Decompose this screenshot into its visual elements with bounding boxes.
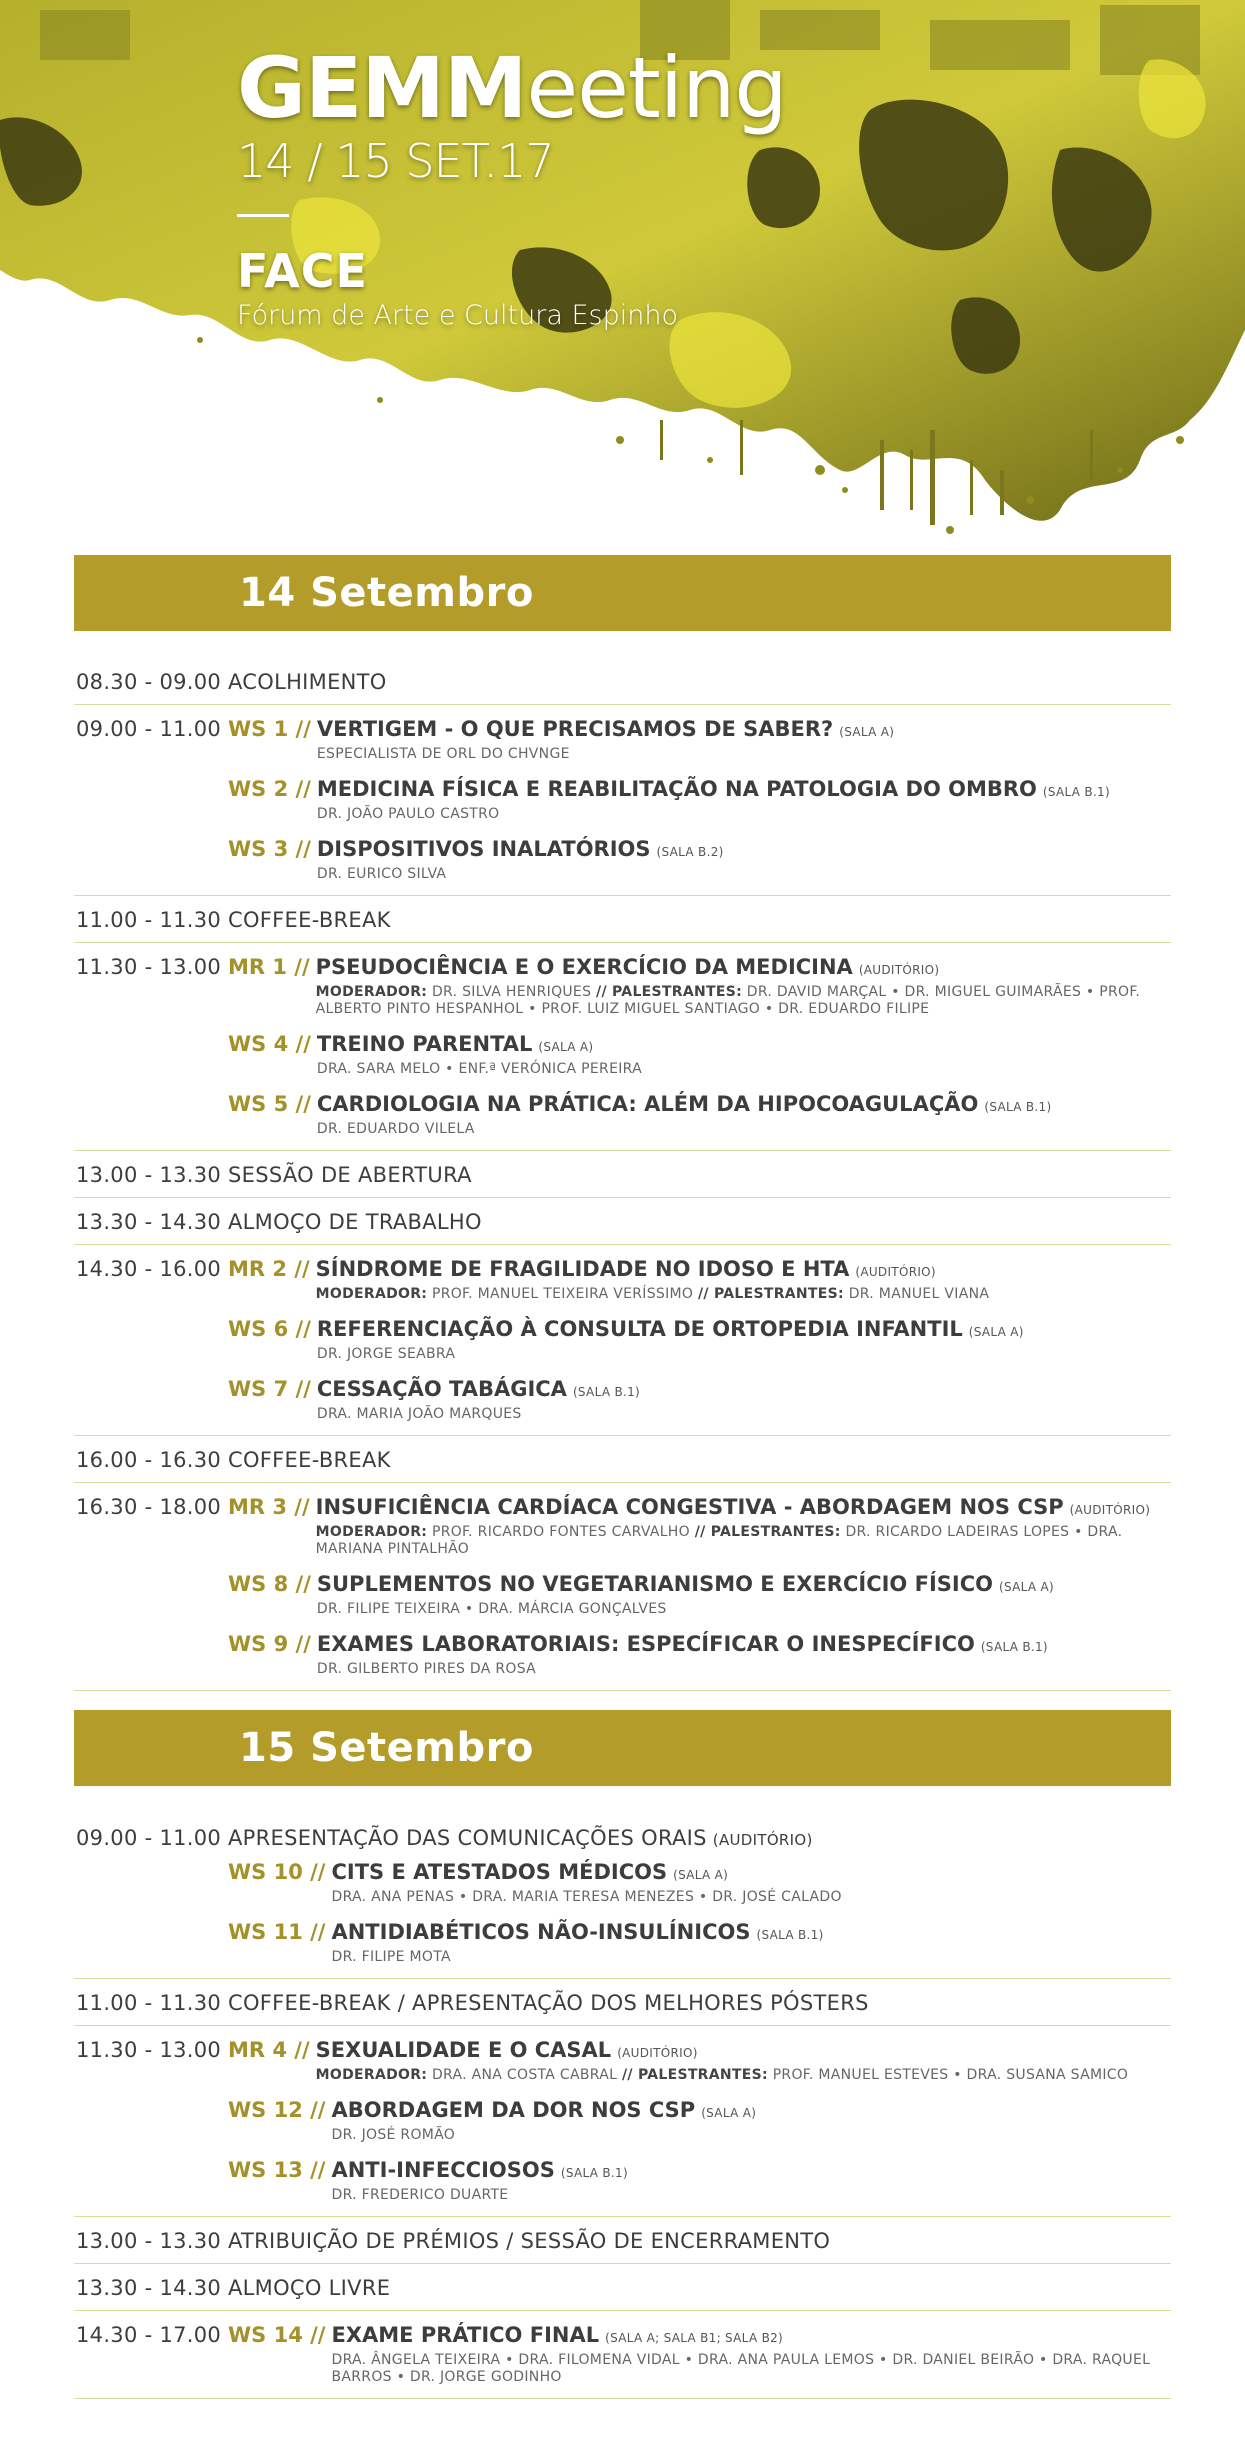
activity-label: COFFEE-BREAK / APRESENTAÇÃO DOS MELHORES PÓSTERS bbox=[228, 1991, 869, 2015]
session-item bbox=[228, 1918, 1171, 1966]
session-body bbox=[331, 2096, 1171, 2144]
session-title bbox=[317, 835, 1171, 866]
speakers-list bbox=[331, 2187, 1171, 2204]
session-code: MR 3 // bbox=[228, 1495, 310, 1519]
session-title-text: MEDICINA FÍSICA E REABILITAÇÃO NA PATOLOGIA DO OMBRO bbox=[316, 777, 1037, 801]
session-body bbox=[317, 1375, 1171, 1423]
activity-label: SESSÃO DE ABERTURA bbox=[228, 1163, 472, 1187]
room-label: (AUDITÓRIO) bbox=[712, 1831, 813, 1849]
session-title bbox=[316, 2036, 1171, 2067]
room-label: (AUDITÓRIO) bbox=[617, 2046, 698, 2060]
session-code: MR 1 // bbox=[228, 955, 310, 979]
session-title-text: DISPOSITIVOS INALATÓRIOS bbox=[316, 837, 651, 861]
speakers-list bbox=[331, 1949, 1171, 1966]
row-content bbox=[228, 2321, 1171, 2390]
time-slot: 11.30 - 13.00 bbox=[76, 2038, 222, 2062]
session-title-text: SÍNDROME DE FRAGILIDADE NO IDOSO E HTA bbox=[315, 1257, 850, 1281]
activity-label: ALMOÇO LIVRE bbox=[228, 2276, 391, 2300]
session-code: MR 2 // bbox=[228, 1257, 310, 1281]
speakers-list bbox=[316, 1286, 1171, 1303]
activity-label: ACOLHIMENTO bbox=[228, 670, 387, 694]
speakers-list bbox=[317, 806, 1171, 823]
session-code: WS 2 // bbox=[228, 777, 311, 801]
room-label: (SALA A) bbox=[701, 2106, 757, 2120]
session-body bbox=[317, 775, 1171, 823]
session-body bbox=[317, 1030, 1171, 1078]
session-body bbox=[317, 1315, 1171, 1363]
session-title bbox=[331, 2156, 1171, 2187]
room-label: (SALA A) bbox=[998, 1580, 1054, 1594]
session-title-text: TREINO PARENTAL bbox=[316, 1032, 533, 1056]
speakers-list bbox=[317, 746, 1171, 763]
session-body bbox=[316, 1255, 1171, 1303]
speaker-names: DR. FREDERICO DUARTE bbox=[331, 2187, 509, 2203]
room-label: (AUDITÓRIO) bbox=[1069, 1503, 1151, 1517]
day-title: 14 Setembro bbox=[239, 570, 534, 616]
session-title-text: VERTIGEM - O QUE PRECISAMOS DE SABER? bbox=[316, 717, 834, 741]
brand-light-part: eeting bbox=[526, 39, 787, 137]
time-slot: 16.00 - 16.30 bbox=[76, 1448, 222, 1472]
session-title bbox=[317, 775, 1171, 806]
session-title-text: ABORDAGEM DA DOR NOS CSP bbox=[331, 2098, 696, 2122]
activity-text: APRESENTAÇÃO DAS COMUNICAÇÕES ORAIS bbox=[228, 1826, 707, 1850]
moderator-label: MODERADOR: bbox=[315, 1524, 428, 1540]
room-label: (AUDITÓRIO) bbox=[855, 1265, 936, 1279]
session-title-text: ANTIDIABÉTICOS NÃO-INSULÍNICOS bbox=[331, 1920, 751, 1944]
venue-name: FACE bbox=[237, 244, 368, 298]
schedule-row bbox=[74, 896, 1171, 943]
day-title: 15 Setembro bbox=[239, 1725, 534, 1771]
row-content bbox=[228, 1255, 1171, 1427]
session-code: WS 9 // bbox=[228, 1632, 311, 1656]
time-slot: 13.30 - 14.30 bbox=[76, 2276, 222, 2300]
row-content bbox=[228, 1208, 1171, 1236]
schedule-row bbox=[74, 1436, 1171, 1483]
room-label: (SALA B.1) bbox=[560, 2166, 628, 2180]
session-body bbox=[316, 1493, 1171, 1558]
session-code: WS 1 // bbox=[228, 717, 311, 741]
session-code: WS 5 // bbox=[228, 1092, 311, 1116]
day-schedule-14 bbox=[74, 658, 1171, 1691]
time-slot: 13.00 - 13.30 bbox=[76, 2229, 222, 2253]
speaker-names: DR. DAVID MARÇAL • DR. MIGUEL GUIMARÃES • PROF. ALBERTO PINTO HESPANHOL • PROF. LUIZ MIGUEL SANTIAGO • DR. EDUARDO FILIPE bbox=[315, 984, 1141, 1017]
row-content bbox=[228, 1824, 1171, 1970]
speaker-names: DR. FILIPE MOTA bbox=[331, 1949, 451, 1965]
session-item bbox=[228, 835, 1171, 883]
moderator-label: MODERADOR: bbox=[315, 1286, 428, 1302]
schedule-row bbox=[74, 1198, 1171, 1245]
activity-label: ALMOÇO DE TRABALHO bbox=[228, 1210, 482, 1234]
time-slot: 13.00 - 13.30 bbox=[76, 1163, 222, 1187]
schedule-row bbox=[74, 943, 1171, 1151]
time-slot: 11.30 - 13.00 bbox=[76, 955, 222, 979]
moderator-name: DRA. ANA COSTA CABRAL bbox=[431, 2067, 618, 2083]
session-item bbox=[228, 1570, 1171, 1618]
panel-label: // PALESTRANTES: bbox=[596, 984, 742, 1000]
speaker-names: DR. JOÃO PAULO CASTRO bbox=[316, 806, 500, 822]
session-title bbox=[317, 1630, 1171, 1661]
session-body bbox=[316, 953, 1171, 1018]
room-label: (SALA A) bbox=[839, 725, 895, 739]
speakers-list bbox=[317, 866, 1171, 883]
activity-label: ATRIBUIÇÃO DE PRÉMIOS / SESSÃO DE ENCERRAMENTO bbox=[228, 2229, 831, 2253]
speaker-names: PROF. MANUEL ESTEVES • DRA. SUSANA SAMICO bbox=[772, 2067, 1129, 2083]
day-schedule-15 bbox=[74, 1814, 1171, 2399]
session-title-text: ANTI-INFECCIOSOS bbox=[331, 2158, 555, 2182]
session-body bbox=[331, 2321, 1171, 2386]
speakers-list bbox=[331, 2127, 1171, 2144]
schedule-row bbox=[74, 2311, 1171, 2399]
room-label: (SALA B.1) bbox=[756, 1928, 824, 1942]
speaker-names: DR. EDUARDO VILELA bbox=[316, 1121, 475, 1137]
speakers-list bbox=[316, 1524, 1171, 1558]
brand-bold-part: GEMM bbox=[237, 39, 527, 137]
session-code: WS 14 // bbox=[228, 2323, 326, 2347]
session-title bbox=[317, 1030, 1171, 1061]
speakers-list bbox=[316, 2067, 1171, 2084]
speakers-list bbox=[331, 1889, 1171, 1906]
time-slot: 16.30 - 18.00 bbox=[76, 1495, 222, 1519]
session-code: MR 4 // bbox=[228, 2038, 310, 2062]
day-header-15 bbox=[74, 1710, 1171, 1786]
session-title bbox=[317, 1090, 1171, 1121]
session-body bbox=[317, 1630, 1171, 1678]
speaker-names: ESPECIALISTA DE ORL DO CHVNGE bbox=[316, 746, 570, 762]
moderator-label: MODERADOR: bbox=[315, 984, 428, 1000]
time-slot: 11.00 - 11.30 bbox=[76, 1991, 222, 2015]
schedule-row bbox=[74, 2217, 1171, 2264]
event-dates: 14 / 15 SET.17 bbox=[237, 134, 554, 188]
session-body bbox=[317, 1090, 1171, 1138]
room-label: (SALA B.1) bbox=[572, 1385, 641, 1399]
speakers-list bbox=[317, 1346, 1171, 1363]
room-label: (SALA B.1) bbox=[1042, 785, 1110, 799]
panel-label: // PALESTRANTES: bbox=[694, 1524, 841, 1540]
session-title-text: CARDIOLOGIA NA PRÁTICA: ALÉM DA HIPOCOAGULAÇÃO bbox=[316, 1092, 979, 1116]
session-item bbox=[228, 1630, 1171, 1678]
activity-label bbox=[228, 1824, 1171, 1854]
room-label: (SALA A) bbox=[968, 1325, 1024, 1339]
row-content bbox=[228, 1446, 1171, 1474]
row-content bbox=[228, 1493, 1171, 1682]
speakers-list bbox=[331, 2352, 1171, 2386]
schedule-row bbox=[74, 705, 1171, 896]
session-item bbox=[228, 2321, 1171, 2386]
session-body bbox=[331, 1918, 1171, 1966]
schedule-row bbox=[74, 1245, 1171, 1436]
session-item bbox=[228, 1030, 1171, 1078]
session-title-text: EXAMES LABORATORIAIS: ESPECÍFICAR O INESPECÍFICO bbox=[316, 1632, 975, 1656]
schedule-row bbox=[74, 2026, 1171, 2217]
speaker-names: DRA. SARA MELO • ENF.ª VERÓNICA PEREIRA bbox=[316, 1061, 642, 1077]
session-title-text: REFERENCIAÇÃO À CONSULTA DE ORTOPEDIA INFANTIL bbox=[316, 1317, 963, 1341]
speaker-names: DR. JOSÉ ROMÃO bbox=[331, 2127, 456, 2143]
schedule-row bbox=[74, 658, 1171, 705]
activity-label: COFFEE-BREAK bbox=[228, 1448, 391, 1472]
time-slot: 09.00 - 11.00 bbox=[76, 1826, 222, 1850]
session-item bbox=[228, 1493, 1171, 1558]
session-code: WS 3 // bbox=[228, 837, 311, 861]
time-slot: 08.30 - 09.00 bbox=[76, 670, 222, 694]
session-body bbox=[316, 2036, 1171, 2084]
row-content bbox=[228, 715, 1171, 887]
row-content bbox=[228, 1989, 1171, 2017]
row-content bbox=[228, 2227, 1171, 2255]
panel-label: // PALESTRANTES: bbox=[621, 2067, 768, 2083]
session-title-text: EXAME PRÁTICO FINAL bbox=[331, 2323, 600, 2347]
session-title bbox=[331, 1918, 1171, 1949]
session-title bbox=[317, 1570, 1171, 1601]
event-brand-title bbox=[237, 39, 787, 137]
room-label: (SALA B.2) bbox=[656, 845, 724, 859]
session-title-text: SUPLEMENTOS NO VEGETARIANISMO E EXERCÍCIO FÍSICO bbox=[316, 1572, 993, 1596]
room-label: (AUDITÓRIO) bbox=[858, 963, 940, 977]
session-code: WS 4 // bbox=[228, 1032, 311, 1056]
panel-label: // PALESTRANTES: bbox=[697, 1286, 844, 1302]
speakers-list bbox=[317, 1406, 1171, 1423]
session-item bbox=[228, 953, 1171, 1018]
session-item bbox=[228, 1255, 1171, 1303]
day-header-14 bbox=[74, 555, 1171, 631]
session-body bbox=[317, 715, 1171, 763]
schedule-row bbox=[74, 2264, 1171, 2311]
moderator-name: PROF. MANUEL TEIXEIRA VERÍSSIMO bbox=[431, 1286, 694, 1302]
speaker-names: DR. RICARDO LADEIRAS LOPES • DRA. MARIANA PINTALHÃO bbox=[315, 1524, 1123, 1557]
speaker-names: DRA. ÂNGELA TEIXEIRA • DRA. FILOMENA VIDAL • DRA. ANA PAULA LEMOS • DR. DANIEL BEIRÃO • DRA. RAQUEL BARROS • DR. JORGE GODINHO bbox=[331, 2352, 1151, 2385]
activity-label: COFFEE-BREAK bbox=[228, 908, 391, 932]
session-item bbox=[228, 1375, 1171, 1423]
speakers-list bbox=[316, 984, 1171, 1018]
session-title bbox=[331, 2321, 1171, 2352]
time-slot: 14.30 - 16.00 bbox=[76, 1257, 222, 1281]
session-item bbox=[228, 1090, 1171, 1138]
session-item bbox=[228, 1858, 1171, 1906]
session-title-text: SEXUALIDADE E O CASAL bbox=[315, 2038, 612, 2062]
session-code: WS 11 // bbox=[228, 1920, 326, 1944]
session-code: WS 6 // bbox=[228, 1317, 311, 1341]
speakers-list bbox=[317, 1061, 1171, 1078]
speakers-list bbox=[317, 1601, 1171, 1618]
time-slot: 13.30 - 14.30 bbox=[76, 1210, 222, 1234]
session-item bbox=[228, 2036, 1171, 2084]
row-content bbox=[228, 953, 1171, 1142]
session-title bbox=[316, 953, 1171, 984]
row-content bbox=[228, 1161, 1171, 1189]
time-slot: 09.00 - 11.00 bbox=[76, 717, 222, 741]
room-label: (SALA A) bbox=[538, 1040, 594, 1054]
time-slot: 14.30 - 17.00 bbox=[76, 2323, 222, 2347]
row-content bbox=[228, 2274, 1171, 2302]
schedule-row bbox=[74, 1979, 1171, 2026]
session-body bbox=[331, 1858, 1171, 1906]
hero-divider bbox=[237, 214, 289, 217]
session-item bbox=[228, 1315, 1171, 1363]
speaker-names: DR. MANUEL VIANA bbox=[848, 1286, 990, 1302]
hero-banner bbox=[0, 0, 1245, 540]
session-item bbox=[228, 2156, 1171, 2204]
speaker-names: DRA. MARIA JOÃO MARQUES bbox=[316, 1406, 522, 1422]
session-code: WS 8 // bbox=[228, 1572, 311, 1596]
time-slot: 11.00 - 11.30 bbox=[76, 908, 222, 932]
schedule-row bbox=[74, 1151, 1171, 1198]
moderator-name: DR. SILVA HENRIQUES bbox=[431, 984, 592, 1000]
session-title bbox=[317, 715, 1171, 746]
session-code: WS 12 // bbox=[228, 2098, 326, 2122]
session-title bbox=[331, 1858, 1171, 1889]
room-label: (SALA B.1) bbox=[984, 1100, 1052, 1114]
row-content bbox=[228, 906, 1171, 934]
speakers-list bbox=[317, 1121, 1171, 1138]
venue-full-name: Fórum de Arte e Cultura Espinho bbox=[237, 300, 678, 331]
row-content bbox=[228, 2036, 1171, 2208]
session-code: WS 10 // bbox=[228, 1860, 326, 1884]
session-title bbox=[317, 1375, 1171, 1406]
row-content bbox=[228, 668, 1171, 696]
session-title bbox=[316, 1493, 1171, 1524]
session-title bbox=[317, 1315, 1171, 1346]
session-title-text: CESSAÇÃO TABÁGICA bbox=[316, 1377, 567, 1401]
session-title bbox=[331, 2096, 1171, 2127]
session-body bbox=[317, 1570, 1171, 1618]
schedule-row bbox=[74, 1814, 1171, 1979]
room-label: (SALA A) bbox=[673, 1868, 729, 1882]
room-label: (SALA A; SALA B1; SALA B2) bbox=[605, 2331, 784, 2345]
schedule-row bbox=[74, 1483, 1171, 1691]
room-label: (SALA B.1) bbox=[980, 1640, 1048, 1654]
session-item bbox=[228, 715, 1171, 763]
speaker-names: DR. FILIPE TEIXEIRA • DRA. MÁRCIA GONÇALVES bbox=[316, 1601, 667, 1617]
speaker-names: DR. JORGE SEABRA bbox=[316, 1346, 456, 1362]
speaker-names: DRA. ANA PENAS • DRA. MARIA TERESA MENEZES • DR. JOSÉ CALADO bbox=[331, 1889, 842, 1905]
session-body bbox=[317, 835, 1171, 883]
speakers-list bbox=[317, 1661, 1171, 1678]
session-body bbox=[331, 2156, 1171, 2204]
speaker-names: DR. EURICO SILVA bbox=[316, 866, 447, 882]
session-code: WS 7 // bbox=[228, 1377, 311, 1401]
moderator-name: PROF. RICARDO FONTES CARVALHO bbox=[431, 1524, 690, 1540]
session-item bbox=[228, 775, 1171, 823]
session-title-text: CITS E ATESTADOS MÉDICOS bbox=[331, 1860, 668, 1884]
session-title-text: PSEUDOCIÊNCIA E O EXERCÍCIO DA MEDICINA bbox=[315, 955, 853, 979]
session-code: WS 13 // bbox=[228, 2158, 326, 2182]
session-item bbox=[228, 2096, 1171, 2144]
session-title-text: INSUFICIÊNCIA CARDÍACA CONGESTIVA - ABORDAGEM NOS CSP bbox=[315, 1495, 1064, 1519]
moderator-label: MODERADOR: bbox=[315, 2067, 428, 2083]
speaker-names: DR. GILBERTO PIRES DA ROSA bbox=[316, 1661, 537, 1677]
session-title bbox=[316, 1255, 1171, 1286]
